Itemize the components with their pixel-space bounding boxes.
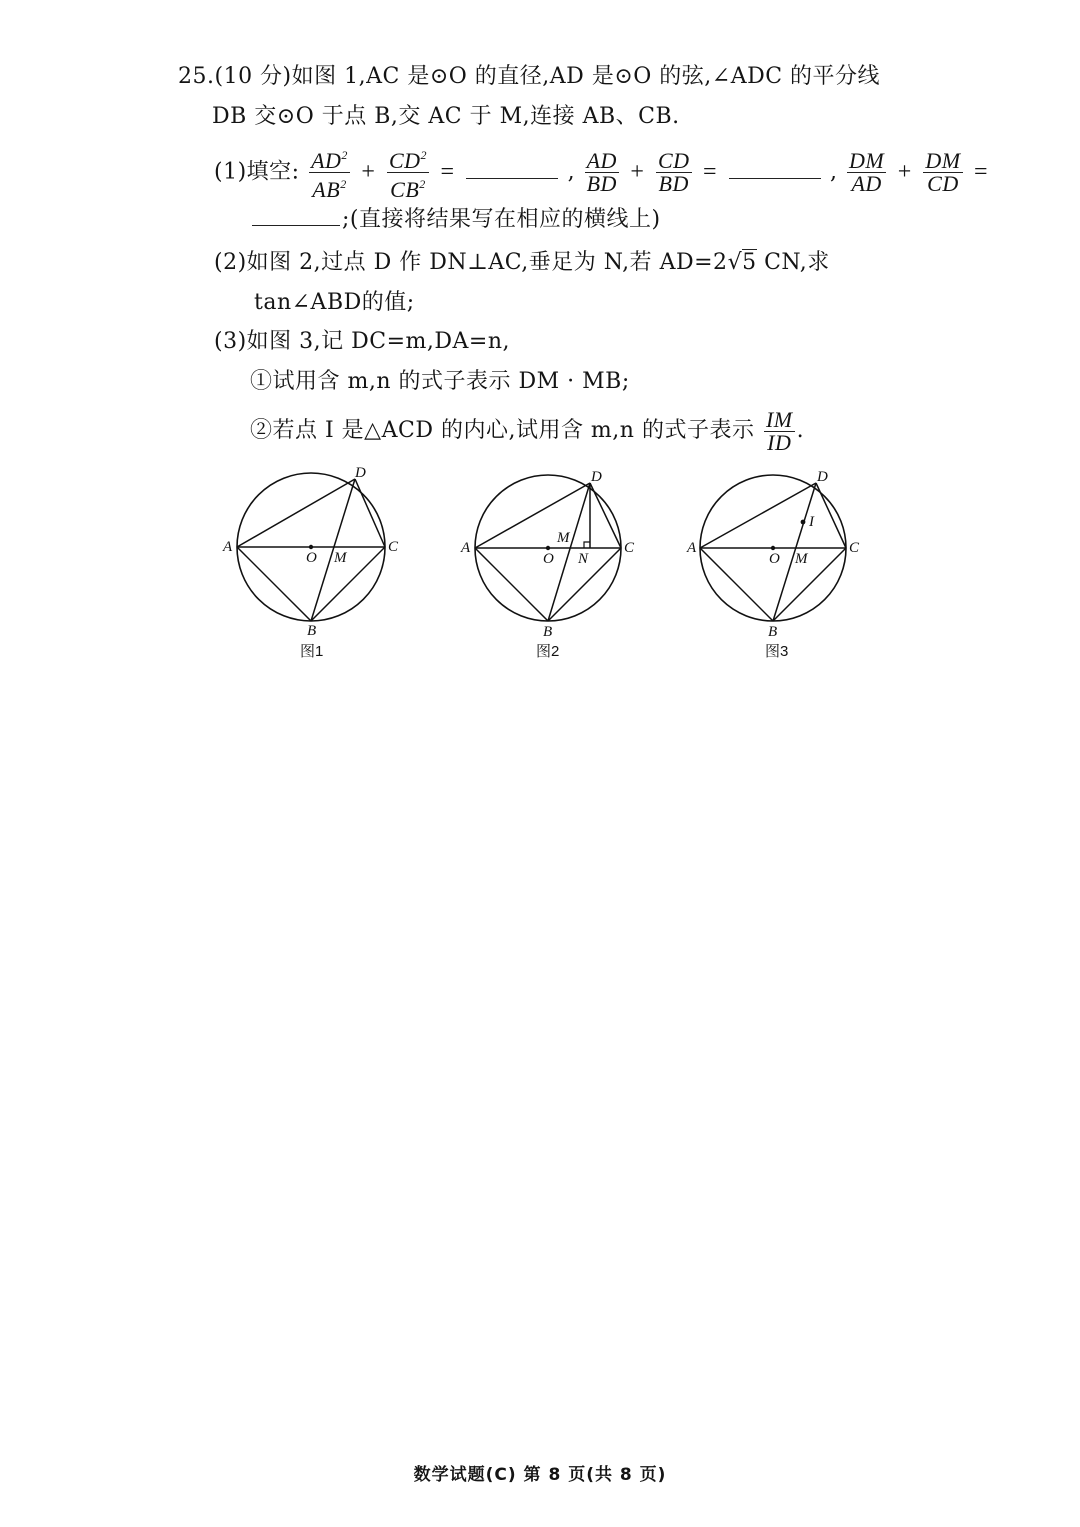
answer-blank-2	[729, 177, 821, 179]
part3-line: (3)如图 3,记 DC=m,DA=n,	[214, 329, 511, 354]
period: .	[796, 418, 805, 443]
fraction-dm-cd	[923, 150, 962, 195]
label-c: C	[388, 539, 399, 555]
frac7-num: IM	[765, 406, 793, 432]
part2-line-1	[214, 248, 830, 278]
label-c: C	[849, 540, 860, 556]
label-a: A	[687, 540, 697, 556]
label-m: M	[557, 530, 570, 546]
frac2-num: CD	[388, 148, 421, 173]
figure-1-diagram	[215, 465, 410, 640]
label-a: A	[223, 539, 233, 555]
label-d: D	[591, 469, 602, 485]
fraction-im-id	[764, 406, 795, 455]
answer-blank-1	[466, 177, 558, 179]
label-b: B	[307, 623, 317, 639]
fraction-cd-bd	[656, 150, 692, 195]
page-footer: 数学试题(C) 第 8 页(共 8 页)	[413, 1465, 667, 1485]
part2-text-b: CN,求	[764, 250, 830, 275]
frac5-den: AD	[851, 171, 882, 196]
part2-text-a: (2)如图 2,过点 D 作 DN⊥AC,垂足为 N,若 AD=2	[214, 250, 728, 275]
chord-ab	[475, 548, 548, 621]
part3-sub2	[250, 408, 804, 454]
label-b: B	[768, 624, 778, 640]
frac3-den: BD	[586, 171, 617, 196]
frac6-den: CD	[927, 171, 959, 196]
part1-line	[214, 144, 990, 201]
label-m: M	[334, 550, 347, 566]
problem-line-1: 25.(10 分)如图 1,AC 是⊙O 的直径,AD 是⊙O 的弦,∠ADC 的平分线	[178, 64, 881, 89]
label-d: D	[817, 469, 828, 485]
part3-sub2-text: ②若点 I 是△ACD 的内心,试用含 m,n 的式子表示	[250, 418, 755, 443]
part1-note: ;(直接将结果写在相应的横线上)	[342, 207, 661, 232]
label-b: B	[543, 624, 553, 640]
center-dot	[771, 546, 775, 550]
figure-2-diagram	[455, 465, 650, 640]
part1-prefix: (1)填空:	[214, 159, 300, 185]
center-dot	[546, 546, 550, 550]
fraction-ad-bd	[585, 150, 619, 195]
sqrt-value: 5	[742, 250, 757, 275]
label-d: D	[355, 465, 366, 481]
label-o: O	[306, 550, 317, 566]
exponent: 2	[340, 177, 347, 191]
part1-note-line	[250, 205, 661, 235]
frac4-num: CD	[657, 148, 690, 173]
equals-sign: =	[703, 158, 718, 185]
frac1-den: AB	[312, 177, 341, 202]
chord-ab	[700, 548, 773, 621]
part3-sub1: ①试用含 m,n 的式子表示 DM · MB;	[250, 369, 630, 394]
right-angle-mark	[584, 542, 590, 548]
label-a: A	[461, 540, 471, 556]
label-i: I	[809, 514, 814, 530]
equals-sign: =	[440, 158, 455, 185]
fraction-ad2-ab2	[309, 144, 350, 201]
comma: ,	[567, 159, 576, 185]
label-m: M	[795, 551, 808, 567]
chord-dc	[816, 483, 846, 548]
exponent: 2	[419, 177, 426, 191]
chord-dc	[590, 483, 621, 548]
label-o: O	[769, 551, 780, 567]
answer-blank-3	[252, 224, 340, 226]
label-o: O	[543, 551, 554, 567]
exponent: 2	[341, 148, 348, 162]
figure-1-caption: 图1	[300, 643, 324, 660]
problem-line-2: DB 交⊙O 于点 B,交 AC 于 M,连接 AB、CB.	[212, 104, 680, 129]
frac6-num: DM	[925, 148, 961, 173]
fraction-dm-ad	[847, 150, 886, 195]
plus-sign: +	[361, 158, 376, 185]
part2-line-2: tan∠ABD的值;	[254, 290, 415, 315]
chord-dc	[355, 479, 385, 547]
frac7-den: ID	[767, 429, 792, 455]
chord-ab	[237, 547, 311, 621]
frac5-num: DM	[849, 148, 885, 173]
frac1-num: AD	[311, 148, 342, 173]
figure-2-caption: 图2	[536, 643, 560, 660]
frac2-den: CB	[390, 177, 420, 202]
frac4-den: BD	[658, 171, 689, 196]
frac3-num: AD	[586, 148, 617, 173]
comma: ,	[830, 159, 838, 185]
plus-sign: +	[630, 158, 645, 185]
figure-3-caption: 图3	[765, 643, 789, 660]
label-c: C	[624, 540, 635, 556]
plus-sign: +	[897, 158, 912, 185]
label-n: N	[578, 551, 589, 567]
sqrt-sign: √	[727, 250, 743, 275]
equals-sign: =	[974, 158, 989, 185]
exponent: 2	[420, 148, 428, 162]
fraction-cd2-cb2	[387, 144, 429, 201]
figure-3-diagram	[685, 465, 880, 640]
center-dot	[309, 545, 313, 549]
incenter-dot	[801, 520, 806, 525]
